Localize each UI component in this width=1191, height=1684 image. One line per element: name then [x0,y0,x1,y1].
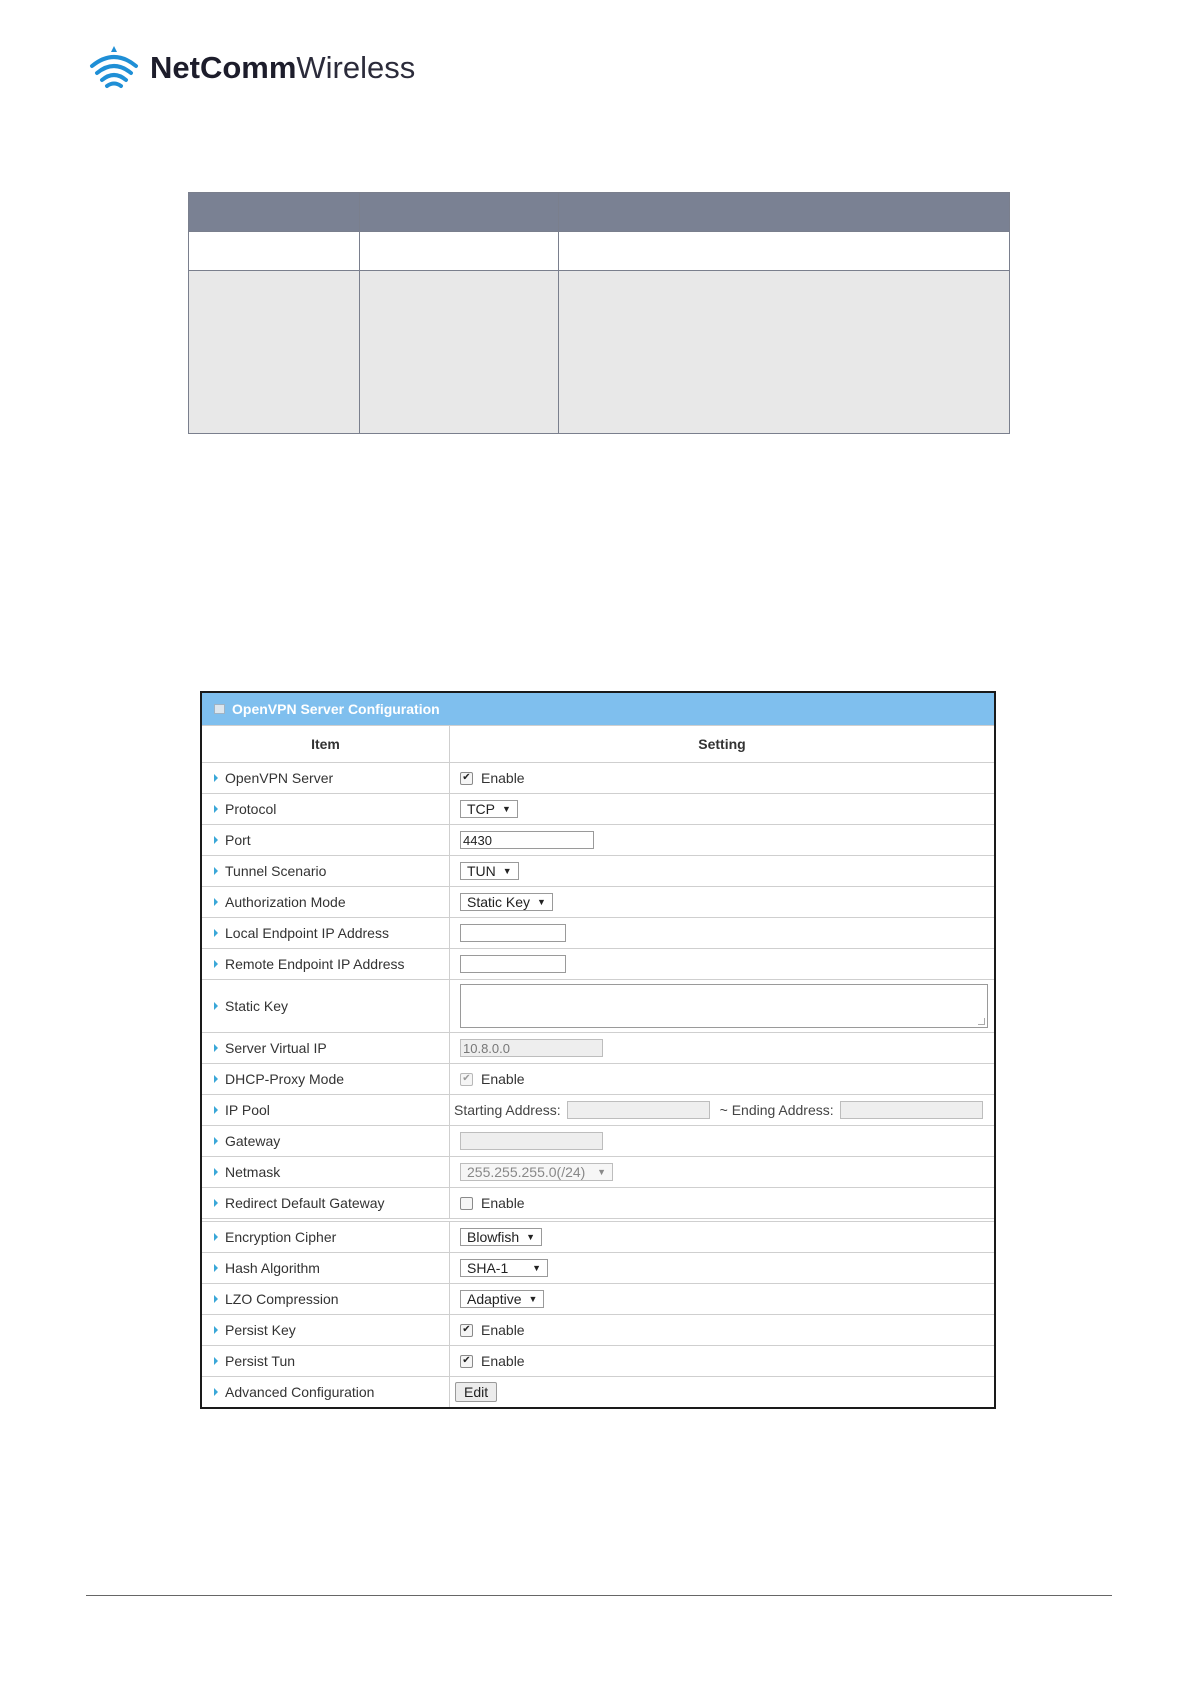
hash-algorithm-select[interactable] [460,1259,548,1277]
persist-key-enable-checkbox[interactable]: ✔ [460,1324,473,1337]
select-value: TCP [467,801,495,817]
dropdown-arrow-icon: ▼ [502,866,512,876]
bullet-arrow-icon [214,1168,218,1176]
panel-title: OpenVPN Server Configuration [232,701,440,717]
doc-cell [189,232,360,271]
redirect-gateway-enable-checkbox[interactable] [460,1197,473,1210]
row-authorization-mode [202,887,994,918]
row-protocol [202,794,994,825]
bullet-arrow-icon [214,1326,218,1334]
bullet-arrow-icon [214,960,218,968]
config-table-header [202,726,994,763]
footer-divider [86,1595,1112,1596]
openvpn-server-enable-checkbox[interactable]: ✔ [460,772,473,785]
doc-cell [559,232,1010,271]
select-value: Adaptive [467,1291,522,1307]
bullet-arrow-icon [214,929,218,937]
checkbox-label: Enable [481,770,525,786]
port-input[interactable]: 4430 [460,831,594,849]
doc-header-cell [559,193,1010,232]
row-label: Advanced Configuration [225,1384,375,1400]
resize-grip-icon[interactable] [978,1018,985,1025]
row-label: Persist Tun [225,1353,296,1369]
bullet-arrow-icon [214,1106,218,1114]
row-dhcp-proxy-mode [202,1064,994,1095]
brand-name-light: Wireless [296,50,416,85]
dropdown-arrow-icon: ▼ [537,897,546,907]
row-port [202,825,994,856]
gateway-input[interactable] [460,1132,603,1150]
row-persist-key [202,1315,994,1346]
row-persist-tun [202,1346,994,1377]
document-table-header [189,193,1010,232]
row-netmask [202,1157,994,1188]
doc-header-cell [360,193,559,232]
brand-name [150,50,415,86]
tunnel-scenario-select[interactable] [460,862,519,880]
panel-header [202,693,994,725]
bullet-arrow-icon [214,1199,218,1207]
checkbox-label: Enable [481,1195,525,1211]
row-hash-algorithm [202,1253,994,1284]
bullet-arrow-icon [214,1233,218,1241]
row-static-key [202,980,994,1033]
doc-cell [360,232,559,271]
doc-cell [189,271,360,434]
row-advanced-configuration [202,1377,994,1408]
row-ip-pool [202,1095,994,1126]
encryption-cipher-select[interactable] [460,1228,542,1246]
document-table-row [189,271,1010,434]
checkbox-label: Enable [481,1322,525,1338]
ending-address-label: ~ Ending Address: [719,1102,834,1118]
bullet-arrow-icon [214,805,218,813]
netmask-select[interactable] [460,1163,613,1181]
select-value: Static Key [467,894,531,910]
select-value: SHA-1 [467,1260,509,1276]
row-tunnel-scenario [202,856,994,887]
authorization-mode-select[interactable] [460,893,553,911]
select-value: TUN [467,863,496,879]
bullet-arrow-icon [214,1044,218,1052]
row-label: Port [225,832,251,848]
bullet-arrow-icon [214,1264,218,1272]
row-label: LZO Compression [225,1291,339,1307]
dropdown-arrow-icon: ▼ [526,1232,536,1242]
wifi-logo-icon [88,44,140,92]
row-label: Static Key [225,998,289,1014]
doc-cell [559,271,1010,434]
server-virtual-ip-input[interactable]: 10.8.0.0 [460,1039,603,1057]
row-label: Netmask [225,1164,281,1180]
row-label: Protocol [225,801,277,817]
persist-tun-enable-checkbox[interactable]: ✔ [460,1355,473,1368]
dropdown-arrow-icon: ▼ [528,1294,538,1304]
doc-cell [360,271,559,434]
row-server-virtual-ip [202,1033,994,1064]
row-label: Authorization Mode [225,894,346,910]
row-label: Persist Key [225,1322,296,1338]
brand-name-bold: NetComm [150,50,297,85]
protocol-select[interactable] [460,800,518,818]
bullet-arrow-icon [214,774,218,782]
row-label: Encryption Cipher [225,1229,337,1245]
row-label: Local Endpoint IP Address [225,925,389,941]
config-table [202,725,994,1407]
row-label: Tunnel Scenario [225,863,327,879]
dropdown-arrow-icon: ▼ [532,1263,541,1273]
doc-header-cell [189,193,360,232]
row-local-endpoint-ip [202,918,994,949]
static-key-textarea[interactable] [460,984,988,1028]
row-gateway [202,1126,994,1157]
row-label: OpenVPN Server [225,770,334,786]
checkbox-label: Enable [481,1353,525,1369]
local-endpoint-ip-input[interactable] [460,924,566,942]
bullet-arrow-icon [214,1295,218,1303]
document-table-row [189,232,1010,271]
row-lzo-compression [202,1284,994,1315]
bullet-arrow-icon [214,898,218,906]
row-redirect-default-gateway [202,1188,994,1221]
row-label: DHCP-Proxy Mode [225,1071,345,1087]
starting-address-label: Starting Address: [454,1102,561,1118]
bullet-arrow-icon [214,836,218,844]
netcomm-logo [88,44,415,92]
row-label: Server Virtual IP [225,1040,327,1056]
row-remote-endpoint-ip [202,949,994,980]
bullet-arrow-icon [214,1137,218,1145]
dropdown-arrow-icon: ▼ [597,1167,606,1177]
starting-address-input[interactable] [567,1101,710,1119]
select-value: Blowfish [467,1229,520,1245]
bullet-arrow-icon [214,1075,218,1083]
row-encryption-cipher [202,1220,994,1253]
bullet-arrow-icon [214,1388,218,1396]
openvpn-server-config-panel [200,691,996,1409]
row-openvpn-server [202,763,994,794]
dropdown-arrow-icon: ▼ [502,804,511,814]
column-header-item: Item [202,726,450,763]
checkbox-label: Enable [481,1071,525,1087]
bullet-arrow-icon [214,867,218,875]
collapse-icon[interactable] [214,704,225,714]
row-label: Hash Algorithm [225,1260,320,1276]
ending-address-input[interactable] [840,1101,983,1119]
row-label: Remote Endpoint IP Address [225,956,405,972]
bullet-arrow-icon [214,1357,218,1365]
column-header-setting: Setting [450,726,995,763]
edit-button[interactable]: Edit [455,1382,497,1402]
document-table [188,192,1010,434]
lzo-compression-select[interactable] [460,1290,544,1308]
row-label: Gateway [225,1133,281,1149]
remote-endpoint-ip-input[interactable] [460,955,566,973]
bullet-arrow-icon [214,1002,218,1010]
row-label: IP Pool [225,1102,270,1118]
dhcp-proxy-enable-checkbox[interactable]: ✔ [460,1073,473,1086]
row-label: Redirect Default Gateway [225,1195,385,1211]
select-value: 255.255.255.0(/24) [467,1164,586,1180]
